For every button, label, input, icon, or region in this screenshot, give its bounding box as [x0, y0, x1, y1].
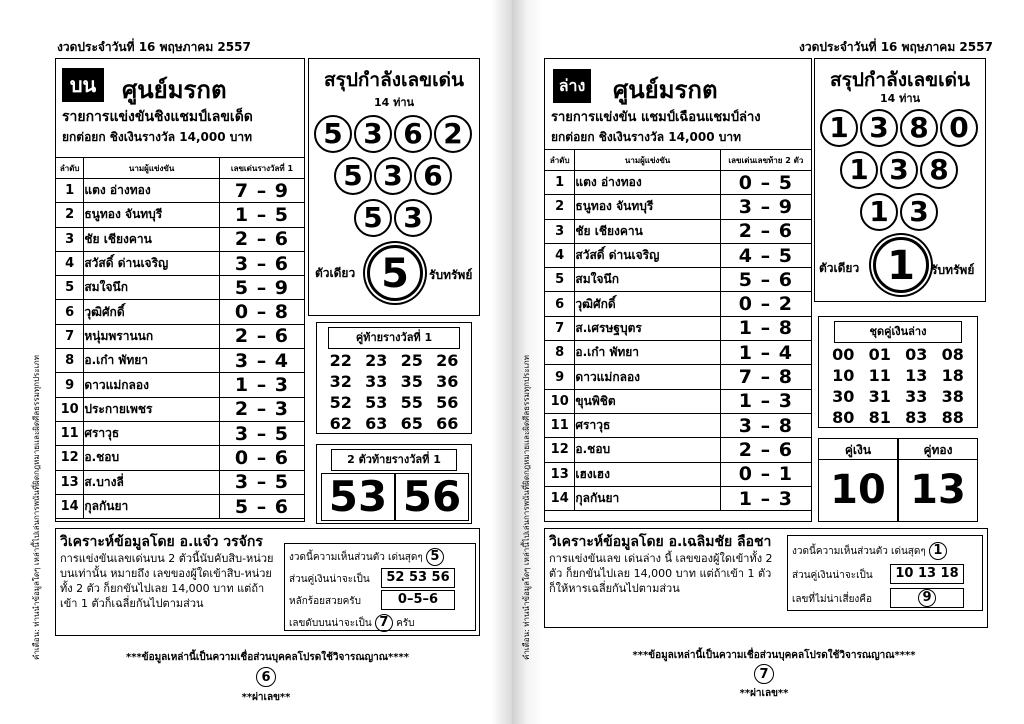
pair-number: 35 — [400, 372, 423, 391]
rank-number: 14 — [56, 494, 84, 518]
single-label: ตัวเดียว — [819, 261, 860, 275]
pair-number: 00 — [832, 345, 855, 364]
two-digit-box — [316, 444, 472, 524]
contestant-name: อ.ชอบ — [84, 446, 220, 470]
side-warning: คำเตือน: ท่านนำข้อมูลใดๆ เหล่านี้ไปเล่นการพนันที่ผิดกฎหมายและผิดศีลธรรมทุกประเภท — [32, 355, 41, 660]
ranking-rows — [56, 179, 305, 519]
contestant-score: 3 – 9 — [720, 195, 811, 219]
rank-number: 1 — [56, 179, 84, 203]
summary-title: สรุปกำลังเลขเด่น — [324, 69, 464, 91]
contestant-score: 3 – 6 — [219, 251, 304, 275]
first-prize-pairs-box — [316, 322, 472, 434]
analysis-box — [55, 528, 480, 636]
table-row — [545, 462, 812, 486]
contestant-name: ประกายเพชร — [84, 397, 220, 421]
opinion-q1-value: 1 — [929, 542, 947, 560]
table-row — [56, 349, 305, 373]
table-row — [56, 373, 305, 397]
contestant-score: 2 – 6 — [720, 219, 811, 243]
pair-number: 63 — [365, 414, 388, 433]
rank-number: 14 — [545, 486, 575, 510]
table-row — [56, 203, 305, 227]
issue-date: งวดประจำวันที่ 16 พฤษภาคม 2557 — [799, 40, 993, 54]
lower-pairs-grid — [819, 345, 977, 427]
contestant-name: ดาวแม่กลอง — [84, 373, 220, 397]
contestant-name: ส.เศรษฐบุตร — [575, 316, 720, 340]
table-row — [56, 446, 305, 470]
rank-number: 8 — [56, 349, 84, 373]
contestant-score: 2 – 6 — [219, 227, 304, 251]
contestant-name: ชัย เชียงคาน — [84, 227, 220, 251]
contestant-name: วุฒิศักดิ์ — [575, 292, 720, 316]
page-number: 6 — [256, 667, 276, 687]
contestant-name: อ.เก๋า พัทยา — [575, 341, 720, 365]
contestant-score: 3 – 4 — [219, 349, 304, 373]
contestant-score: 0 – 1 — [720, 462, 811, 486]
contestant-score: 1 – 3 — [720, 486, 811, 510]
table-row — [545, 268, 812, 292]
summary-ball: 1 — [820, 109, 858, 147]
brand-title: ศูนย์มรกต — [122, 76, 227, 104]
contestant-score: 4 – 5 — [720, 243, 811, 267]
contestant-name: แตง อ่างทอง — [575, 171, 720, 195]
pair-number: 01 — [868, 345, 891, 364]
rank-number: 5 — [545, 268, 575, 292]
rank-number: 3 — [545, 219, 575, 243]
contestant-name: สวัสดิ์ ด่านเจริญ — [84, 251, 220, 275]
rank-number: 13 — [56, 470, 84, 494]
money-pair-label: คู่เงิน — [819, 441, 897, 460]
contestant-score: 1 – 4 — [720, 341, 811, 365]
summary-ball: 6 — [394, 115, 432, 153]
opinion-q2: ส่วนคู่เงินน่าจะเป็น — [289, 574, 370, 585]
rank-number: 12 — [56, 446, 84, 470]
contestant-name: ธนูทอง จันทบุรี — [575, 195, 720, 219]
pair-number: 25 — [400, 351, 423, 370]
competition-subtitle: รายการแข่งขัน แชมป์เฉือนแชมป์ล่าง — [551, 110, 761, 125]
pair-number: 36 — [436, 372, 459, 391]
contestant-score: 3 – 5 — [219, 470, 304, 494]
pair-number: 03 — [905, 345, 928, 364]
opinion-row-1 — [792, 542, 947, 560]
summary-ball: 3 — [880, 151, 918, 189]
opinion-row-3 — [792, 592, 872, 607]
pair-number: 53 — [365, 393, 388, 412]
contestant-score: 1 – 3 — [219, 373, 304, 397]
pair-number: 55 — [400, 393, 423, 412]
analysis-box — [544, 528, 988, 628]
summary-count: 14 ท่าน — [373, 96, 415, 109]
contestant-score: 0 – 8 — [219, 300, 304, 324]
pair-number: 33 — [365, 372, 388, 391]
table-row — [545, 292, 812, 316]
contestant-score: 7 – 8 — [720, 365, 811, 389]
single-number-ball: 5 — [367, 245, 423, 301]
pair-number: 18 — [941, 366, 964, 385]
summary-ball: 3 — [900, 193, 938, 231]
contestant-name: กุลกันยา — [575, 486, 720, 510]
summary-ball: 2 — [434, 115, 472, 153]
summary-ball: 1 — [860, 193, 898, 231]
contestant-name: ขุนพิชิต — [575, 389, 720, 413]
two-digit-b: 56 — [395, 473, 469, 521]
opinion-q2-value: 52 53 56 — [381, 568, 455, 588]
pair-number: 23 — [365, 351, 388, 370]
rank-number: 6 — [56, 300, 84, 324]
col-score-header: เลขเด่นรางวัลที่ 1 — [219, 158, 304, 179]
opinion-q1: งวดนี้ความเห็นส่วนตัว เด่นสุดๆ — [289, 552, 423, 563]
contestant-name: เฮงเฮง — [575, 462, 720, 486]
lower-pairs-box — [818, 316, 978, 428]
pair-number: 80 — [832, 408, 855, 427]
opinion-q4: เลขดับบนน่าจะเป็น — [289, 618, 372, 629]
rank-number: 12 — [545, 438, 575, 462]
prize-subtitle: ยกต่อยก ชิงเงินรางวัล 14,000 บาท — [551, 130, 742, 144]
opinion-q3-circle: 9 — [918, 589, 936, 607]
contestant-name: แตง อ่างทอง — [84, 179, 220, 203]
contestant-score: 3 – 8 — [720, 413, 811, 437]
contestant-name: ศราวุธ — [84, 421, 220, 445]
contestant-name: ศราวุธ — [575, 413, 720, 437]
rank-number: 3 — [56, 227, 84, 251]
table-row — [56, 251, 305, 275]
contestant-name: สวัสดิ์ ด่านเจริญ — [575, 243, 720, 267]
competition-box — [55, 58, 305, 522]
summary-count: 14 ท่าน — [879, 92, 921, 105]
first-prize-pairs-grid — [317, 351, 471, 433]
contestant-score: 0 – 5 — [720, 171, 811, 195]
summary-box — [308, 58, 480, 316]
summary-ball: 0 — [940, 109, 978, 147]
summary-ball: 5 — [334, 157, 372, 195]
pair-number: 81 — [868, 408, 891, 427]
summary-title: สรุปกำลังเลขเด่น — [830, 69, 970, 91]
contestant-score: 5 – 9 — [219, 276, 304, 300]
opinion-q2-value: 10 13 18 — [890, 564, 964, 584]
opinion-q3-value — [890, 588, 964, 608]
contestant-name: วุฒิศักดิ์ — [84, 300, 220, 324]
contestant-name: ธนูทอง จันทบุรี — [84, 203, 220, 227]
rank-number: 5 — [56, 276, 84, 300]
summary-ball: 6 — [414, 157, 452, 195]
opinion-row-2 — [792, 568, 873, 583]
two-digit-title: 2 ตัวท้ายรางวัลที่ 1 — [331, 449, 457, 471]
contestant-score: 2 – 6 — [219, 324, 304, 348]
single-fortune-label: รับทรัพย์ — [429, 268, 473, 282]
pair-number: 56 — [436, 393, 459, 412]
contestant-name: สมใจนึก — [84, 276, 220, 300]
opinion-q3-value: 0–5–6 — [381, 590, 455, 610]
summary-ball: 3 — [394, 199, 432, 237]
pair-number: 32 — [329, 372, 352, 391]
table-row — [56, 227, 305, 251]
opinion-q4-value: 7 — [375, 614, 393, 632]
opinion-row-3 — [289, 594, 361, 609]
rank-number: 7 — [545, 316, 575, 340]
two-digit-a: 53 — [321, 473, 395, 521]
table-row — [545, 413, 812, 437]
contestant-score: 1 – 5 — [219, 203, 304, 227]
side-warning: คำเตือน: ท่านนำข้อมูลใดๆ เหล่านี้ไปเล่นการพนันที่ผิดกฎหมายและผิดศีลธรรมทุกประเภท — [522, 355, 531, 660]
pair-number: 62 — [329, 414, 352, 433]
rank-number: 9 — [545, 365, 575, 389]
pair-number: 83 — [905, 408, 928, 427]
table-row — [56, 494, 305, 518]
rank-number: 1 — [545, 171, 575, 195]
analysis-text: การแข่งขันเลขเด่นบน 2 ตัวนี้นับคับสิบ-หน่วยบนเท่านั้น หมายถึง เลขของผู้ใดเข้าสิบ-หน่วยทั้ง 2 ตัว ก็ยกขันไปเลย 14,000 บาท แต่ถ้าเข้า 1 ตัวก็เฉลี่ยกันไปตามส่วน — [60, 552, 274, 610]
opinion-row-2 — [289, 572, 370, 587]
contestant-name: สมใจนึก — [575, 268, 720, 292]
summary-ball: 8 — [920, 151, 958, 189]
contestant-name: อ.ชอบ — [575, 438, 720, 462]
issue-date: งวดประจำวันที่ 16 พฤษภาคม 2557 — [57, 40, 251, 54]
summary-box — [814, 58, 986, 302]
first-prize-pairs-title: คู่ท้ายรางวัลที่ 1 — [328, 327, 460, 349]
contestant-name: ดาวแม่กลอง — [575, 365, 720, 389]
pair-number: 22 — [329, 351, 352, 370]
single-number-ball: 1 — [873, 237, 929, 293]
prize-subtitle: ยกต่อยก ชิงเงินรางวัล 14,000 บาท — [62, 130, 253, 144]
analysis-text: การแข่งขันเลข เด่นล่าง นี้ เลขของผู้ใดเข้าทั้ง 2 ตัว ก็ยกขันไปเลย 14,000 บาท แต่ถ้าเข้า 1 ตัว ก็ให้หารเฉลี่ยกันไปตามส่วน — [549, 552, 773, 595]
rank-number: 10 — [56, 397, 84, 421]
rank-number: 11 — [545, 413, 575, 437]
table-row — [56, 300, 305, 324]
rank-number: 10 — [545, 389, 575, 413]
table-row — [56, 179, 305, 203]
gold-pair-label: คู่ทอง — [899, 441, 977, 460]
pair-number: 08 — [941, 345, 964, 364]
money-pair-value: 10 — [830, 467, 886, 513]
col-no-header: ลำดับ — [56, 158, 84, 179]
contestant-name: ชัย เชียงคาน — [575, 219, 720, 243]
opinion-q3: หลักร้อยสวยครับ — [289, 596, 361, 607]
summary-ball: 5 — [354, 199, 392, 237]
table-row — [545, 438, 812, 462]
single-fortune-label: รับทรัพย์ — [931, 263, 975, 277]
contestant-score: 0 – 2 — [720, 292, 811, 316]
opinion-row-1 — [289, 548, 444, 566]
contestant-name: อ.เก๋า พัทยา — [84, 349, 220, 373]
disclaimer-footer: ***ข้อมูลเหล่านี้เป็นความเชื่อส่วนบุคคลโปรดใช้วิจารณญาณ**** — [126, 652, 409, 663]
opinion-box — [787, 535, 983, 611]
section-tag: บน — [62, 68, 104, 102]
summary-ball: 3 — [860, 109, 898, 147]
pair-number: 33 — [905, 387, 928, 406]
pair-number: 66 — [436, 414, 459, 433]
gold-pair-value: 13 — [910, 467, 966, 513]
contestant-score: 1 – 3 — [720, 389, 811, 413]
contestant-score: 5 – 6 — [219, 494, 304, 518]
opinion-row-4 — [289, 614, 415, 632]
contestant-score: 3 – 5 — [219, 421, 304, 445]
pair-number: 88 — [941, 408, 964, 427]
table-row — [545, 365, 812, 389]
table-row — [56, 470, 305, 494]
col-no-header: ลำดับ — [545, 150, 575, 171]
opinion-q1: งวดนี้ความเห็นส่วนตัว เด่นสุดๆ — [792, 546, 926, 557]
table-row — [545, 171, 812, 195]
summary-ball: 1 — [840, 151, 878, 189]
magazine-name: **ผ่าเลข** — [241, 692, 291, 703]
brand-title: ศูนย์มรกต — [613, 76, 718, 104]
money-gold-box — [818, 438, 978, 522]
single-label: ตัวเดียว — [315, 266, 356, 280]
rank-number: 2 — [545, 195, 575, 219]
analysis-title: วิเคราะห์ข้อมูลโดย อ.แจ๋ว วรจักร — [60, 534, 263, 550]
opinion-q1-value: 5 — [426, 548, 444, 566]
right-page — [512, 0, 1024, 724]
rank-number: 7 — [56, 324, 84, 348]
table-row — [56, 324, 305, 348]
table-row — [545, 195, 812, 219]
contestant-score: 2 – 3 — [219, 397, 304, 421]
rank-number: 2 — [56, 203, 84, 227]
rank-number: 11 — [56, 421, 84, 445]
rank-number: 4 — [545, 243, 575, 267]
table-row — [545, 219, 812, 243]
rank-number: 6 — [545, 292, 575, 316]
competition-subtitle: รายการแข่งขันชิงแชมป์เลขเด็ด — [62, 109, 253, 125]
page-number: 7 — [754, 664, 774, 684]
pair-number: 65 — [400, 414, 423, 433]
contestant-name: ส.บางลี่ — [84, 470, 220, 494]
disclaimer-footer: ***ข้อมูลเหล่านี้เป็นความเชื่อส่วนบุคคลโปรดใช้วิจารณญาณ**** — [632, 650, 916, 661]
section-tag: ล่าง — [553, 69, 591, 103]
col-score-header: เลขเด่นเลขท้าย 2 ตัว — [720, 150, 811, 171]
pair-number: 11 — [868, 366, 891, 385]
lower-pairs-title: ชุดคู่เงินล่าง — [834, 321, 962, 343]
opinion-box — [284, 543, 476, 631]
pair-number: 26 — [436, 351, 459, 370]
pair-number: 10 — [832, 366, 855, 385]
ranking-table — [55, 157, 305, 519]
rank-number: 9 — [56, 373, 84, 397]
table-row — [545, 243, 812, 267]
pair-number: 38 — [941, 387, 964, 406]
table-row — [56, 421, 305, 445]
contestant-name: หนุ่มพรานนก — [84, 324, 220, 348]
contestant-score: 0 – 6 — [219, 446, 304, 470]
table-row — [56, 276, 305, 300]
summary-ball: 8 — [900, 109, 938, 147]
opinion-q4-suffix: ครับ — [396, 618, 415, 629]
table-row — [545, 341, 812, 365]
opinion-q3: เลขที่ไม่น่าเสี่ยงคือ — [792, 594, 873, 605]
analysis-title: วิเคราะห์ข้อมูลโดย อ.เฉลิมชัย ลือชา — [549, 534, 772, 550]
pair-number: 13 — [905, 366, 928, 385]
pair-number: 30 — [832, 387, 855, 406]
opinion-q2: ส่วนคู่เงินน่าจะเป็น — [792, 570, 873, 581]
rank-number: 8 — [545, 341, 575, 365]
contestant-score: 1 – 8 — [720, 316, 811, 340]
table-row — [545, 486, 812, 510]
summary-ball: 5 — [314, 115, 352, 153]
magazine-name: **ผ่าเลข** — [739, 688, 789, 699]
contestant-name: กุลกันยา — [84, 494, 220, 518]
ranking-table — [544, 149, 812, 511]
pair-number: 52 — [329, 393, 352, 412]
summary-ball: 3 — [374, 157, 412, 195]
table-row — [56, 397, 305, 421]
table-row — [545, 316, 812, 340]
rank-number: 13 — [545, 462, 575, 486]
contestant-score: 5 – 6 — [720, 268, 811, 292]
contestant-score: 2 – 6 — [720, 438, 811, 462]
rank-number: 4 — [56, 251, 84, 275]
col-name-header: นามผู้แข่งขัน — [575, 150, 720, 171]
col-name-header: นามผู้แข่งขัน — [84, 158, 220, 179]
table-row — [545, 389, 812, 413]
contestant-score: 7 – 9 — [219, 179, 304, 203]
summary-ball: 3 — [354, 115, 392, 153]
competition-box — [544, 58, 812, 522]
pair-number: 31 — [868, 387, 891, 406]
ranking-rows — [545, 171, 812, 511]
